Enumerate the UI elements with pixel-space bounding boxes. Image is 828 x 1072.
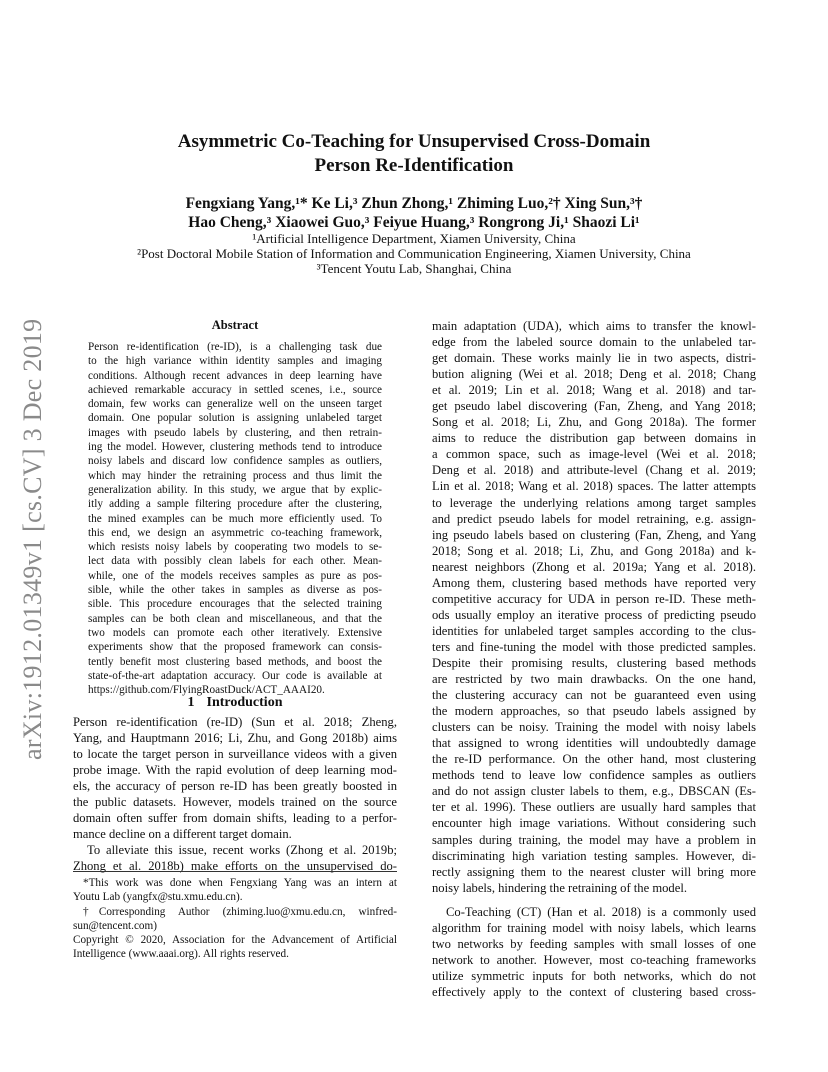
footnote-line: Youtu Lab (yangfx@stu.xmu.edu.cn). <box>73 891 243 904</box>
text-line: Despite their promising results, clustering based methods <box>432 655 756 670</box>
text-line: two networks by feeding samples with small losses of one <box>432 936 756 951</box>
text-line: samples during training, the model may have a problem in <box>432 832 756 847</box>
abstract-body <box>88 340 382 697</box>
text-line: the mined examples can be much more efficiently used. To <box>88 512 382 525</box>
text-line: itly adding a sample filtering procedure after the clustering, <box>88 498 382 511</box>
footnotes <box>73 871 397 962</box>
affiliation-line: ¹Artificial Intelligence Department, Xiamen University, China <box>252 231 576 246</box>
text-line: ing the model. However, clustering methods tend to introduce <box>88 441 382 454</box>
text-line: Among them, clustering based methods have reported very <box>432 575 756 590</box>
text-line: Lin et al. 2018; Wang et al. 2018) spaces. The latter attempts <box>432 479 756 494</box>
text-line: and do not assign cluster labels to them, e.g., DBSCAN (Es- <box>432 784 756 799</box>
text-line: the modern approaches, so that pseudo labels assigned by <box>432 704 756 719</box>
text-line: els, the accuracy of person re-ID has been greatly boosted in <box>73 779 397 794</box>
text-line: probe image. With the rapid evolution of deep learning mod- <box>73 763 397 778</box>
footnote-line: Copyright © 2020, Association for the Advancement of Artificial <box>73 934 397 947</box>
text-line: utilize symmetric inputs for both networks, which do not <box>432 968 756 983</box>
text-line: noisy labels and discard low confidence samples as outliers, <box>88 455 382 468</box>
text-line: samples can be both clean and miscellaneous, and that the <box>88 612 382 625</box>
text-line: noisy labels, hindering the retraining of the model. <box>432 880 687 895</box>
text-line: the public datasets. However, models trained on the source <box>73 795 397 810</box>
footnote-line: *This work was done when Fengxiang Yang was an intern at <box>83 877 397 889</box>
text-line: while, one of the models receives samples as pure as pos- <box>88 569 382 582</box>
text-line: that assigned to wrong identities will undoubtedly damage <box>432 736 756 751</box>
text-line: sible. This procedure encourages that the selected training <box>88 598 382 611</box>
text-line: conditions. Although recent advances in deep learning have <box>88 369 382 382</box>
text-line: main adaptation (UDA), which aims to transfer the knowl- <box>432 319 756 333</box>
text-line: tently benefit most clustering based methods, and boost the <box>88 655 382 668</box>
text-line: edge from the labeled source domain to the unlabeled tar- <box>432 335 756 350</box>
text-line: Song et al. 2018; Li, Zhu, and Gong 2018a). The former <box>432 415 756 430</box>
author-line: Fengxiang Yang,¹* Ke Li,³ Zhun Zhong,¹ Zhiming Luo,²† Xing Sun,³† <box>185 195 643 212</box>
arxiv-identifier: arXiv:1912.01349v1 [cs.CV] 3 Dec 2019 <box>18 318 47 760</box>
text-line: rectly assigning them to the nearest cluster will bring more <box>432 864 756 879</box>
text-line: aims to reduce the distribution gap between domains in <box>432 431 756 446</box>
section-heading-introduction <box>73 695 397 711</box>
text-line: nearest neighbors (Zhong et al. 2019a; Yang et al. 2018). <box>432 559 756 574</box>
text-line: algorithm for training model with noisy labels, which learns <box>432 920 756 935</box>
title-line: Asymmetric Co-Teaching for Unsupervised Cross-Domain <box>177 131 651 152</box>
text-line: domain, few works can generalize well on the unseen target <box>88 398 382 411</box>
title-line: Person Re-Identification <box>314 155 514 176</box>
text-line: Yang, and Hauptmann 2016; Li, Zhu, and Gong 2018b) aims <box>73 731 397 746</box>
section-title: Introduction <box>206 695 283 710</box>
author-line: Hao Cheng,³ Xiaowei Guo,³ Feiyue Huang,³ Rongrong Ji,¹ Shaozi Li¹ <box>188 214 640 231</box>
text-line: ods usually employ an iterative process of predicting pseudo <box>432 607 756 622</box>
text-line: to leverage the underlying relations among target samples <box>432 495 756 510</box>
footnote-line: Intelligence (www.aaai.org). All rights reserved. <box>73 948 289 961</box>
text-line: identities for unlabeled target samples according to the clus- <box>432 623 756 638</box>
text-line: images with pseudo labels by clustering, and then retrain- <box>88 426 382 439</box>
abstract-heading: Abstract <box>211 318 259 332</box>
text-line: the re-ID performance. On the other hand, most clustering <box>432 752 756 767</box>
text-line: Zhong et al. 2018b) make efforts on the unsupervised do- <box>73 859 397 874</box>
text-line: 2018; Song et al. 2018; Li, Zhu, and Gong 2018a) and k- <box>432 543 756 558</box>
affiliations <box>0 231 828 276</box>
text-line: Person re-identification (re-ID), is a challenging task due <box>88 341 382 353</box>
text-line: Person re-identification (re-ID) (Sun et al. 2018; Zheng, <box>73 715 397 729</box>
text-line: a common space, such as image-level (Wei et al. 2018; <box>432 447 756 462</box>
section-number: 1 <box>187 695 195 710</box>
footnote-line: †Corresponding Author (zhiming.luo@xmu.edu.cn, winfred- <box>83 905 397 918</box>
text-line: et al. 2019; Lin et al. 2018; Wang et al. 2018) and tar- <box>432 383 756 398</box>
text-line: ter et al. 1996). These outliers are usually hard samples that <box>432 800 756 815</box>
text-line: encounter high image variations. Without considering such <box>432 816 756 831</box>
text-line: clusters can be noisy. Training the model with noisy labels <box>432 720 756 735</box>
paper-title <box>0 130 828 178</box>
text-line: are restricted by two main drawbacks. On the one hand, <box>432 672 756 687</box>
text-line: To alleviate this issue, recent works (Zhong et al. 2019b; <box>87 843 397 858</box>
text-line: mance decline on a different target domain. <box>73 827 292 842</box>
text-line: network to another. However, most co-teaching frameworks <box>432 952 756 967</box>
author-list <box>0 194 828 232</box>
text-line: competitive accuracy for UDA in person re-ID. These meth- <box>432 591 756 606</box>
text-line: effectively apply to the context of clustering based cross- <box>432 984 756 999</box>
text-line: methods tend to leave low confidence samples as outliers <box>432 768 756 783</box>
text-line: domain. One popular solution is assigning unlabeled target <box>88 412 382 425</box>
affiliation-line: ³Tencent Youtu Lab, Shanghai, China <box>316 261 512 276</box>
text-line: two models can promote each other iteratively. Extensive <box>88 626 382 639</box>
text-line: get domain. These works mainly lie in two aspects, distri- <box>432 351 756 366</box>
text-line: Co-Teaching (CT) (Han et al. 2018) is a commonly used <box>446 904 756 919</box>
text-line: this end, we design an asymmetric co-teaching framework, <box>88 526 382 539</box>
text-line: state-of-the-art adaptation accuracy. Our code is available at <box>88 669 382 682</box>
text-line: generalization ability. In this study, we argue that by explic- <box>88 483 382 496</box>
text-line: bution aligning (Wei et al. 2018; Deng et al. 2018; Chang <box>432 367 756 382</box>
text-line: experiments show that the proposed framework can consis- <box>88 641 382 654</box>
right-column-body <box>432 318 756 1000</box>
text-line: the clustering accuracy can not be guaranteed even using <box>432 688 756 703</box>
text-line: ing pseudo labels based on clustering (Fan, Zheng, and Yang <box>432 527 756 542</box>
text-line: lect data with possibly clean labels for each other. Mean- <box>88 555 382 568</box>
introduction-body <box>73 714 397 874</box>
text-line: to locate the target person in surveillance videos with a given <box>73 747 397 762</box>
text-line: sible, while the other takes in samples as diverse as pos- <box>88 584 382 597</box>
text-line: to the high variance within identity samples and imaging <box>88 355 382 368</box>
text-line: which resists noisy labels by cooperating two models to se- <box>88 541 382 554</box>
text-line: discriminating high variation testing samples. However, di- <box>432 848 756 863</box>
text-line: get pseudo label discovering (Fan, Zheng, and Yang 2018; <box>432 399 756 414</box>
text-line: and predict pseudo labels for model retraining, e.g. assign- <box>432 511 756 526</box>
affiliation-line: ²Post Doctoral Mobile Station of Information and Communication Engineering, Xiamen University, China <box>137 246 691 261</box>
text-line: domain often suffer from domain shifts, leading to a perfor- <box>73 811 397 826</box>
text-line: achieved remarkable accuracy in settled scenes, i.e., source <box>88 383 382 396</box>
text-line: https://github.com/FlyingRoastDuck/ACT_AAAI20. <box>88 684 325 697</box>
text-line: Deng et al. 2018) and attribute-level (Chang et al. 2019; <box>432 463 756 478</box>
footnote-line: sun@tencent.com) <box>73 919 157 932</box>
text-line: which may hinder the retraining process and thus limit the <box>88 469 382 482</box>
text-line: ters and fine-tuning the model with those predicted samples. <box>432 639 756 654</box>
